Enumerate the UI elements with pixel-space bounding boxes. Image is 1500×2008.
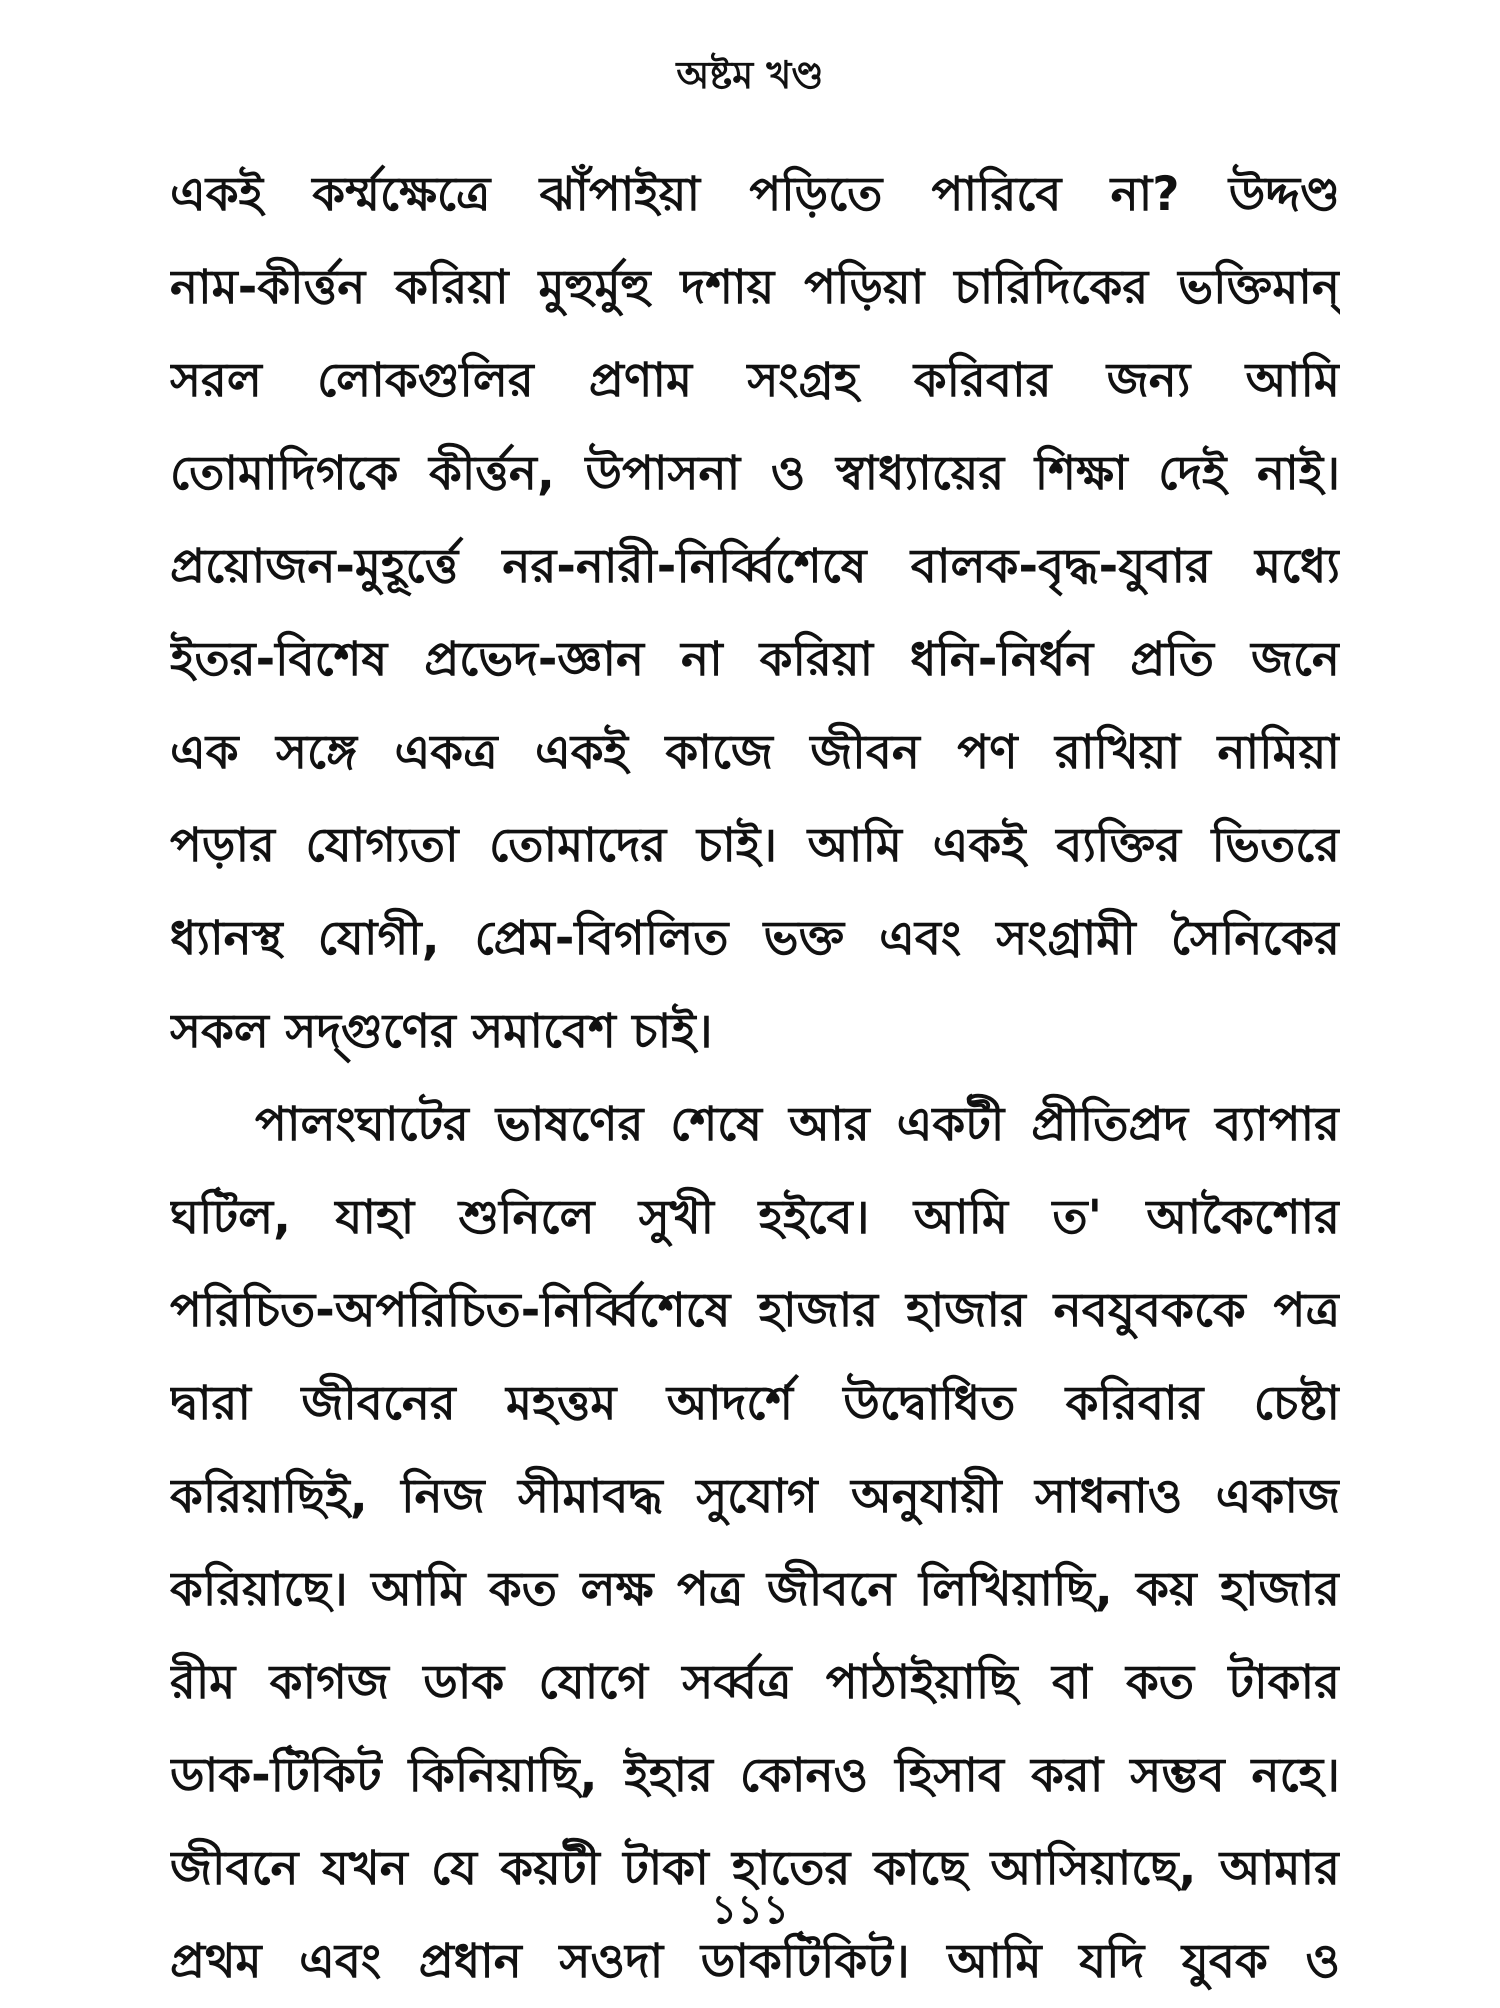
text-line: ঘটিল, যাহা শুনিলে সুখী হইবে। আমি ত' আকৈশোর — [170, 1190, 1340, 1245]
text-line: এক সঙ্গে একত্র একই কাজে জীবন পণ রাখিয়া নামিয়া — [170, 725, 1340, 780]
text-line: সকল সদ্‌গুণের সমাবেশ চাই। — [170, 1004, 713, 1059]
text-line: ধ্যানস্থ যোগী, প্রেম-বিগলিত ভক্ত এবং সংগ্রামী সৈনিকের — [170, 911, 1340, 966]
text-line: পরিচিত-অপরিচিত-নির্ব্বিশেষে হাজার হাজার নবযুবককে পত্র — [170, 1283, 1340, 1338]
text-line: প্রয়োজন-মুহূর্ত্তে নর-নারী-নির্ব্বিশেষে বালক-বৃদ্ধ-যুবার মধ্যে — [170, 539, 1340, 594]
text-line: তোমাদিগকে কীর্ত্তন, উপাসনা ও স্বাধ্যায়ের শিক্ষা দেই নাই। — [170, 446, 1340, 501]
text-line: রীম কাগজ ডাক যোগে সর্ব্বত্র পাঠাইয়াছি বা কত টাকার — [170, 1655, 1340, 1710]
text-line: সরল লোকগুলির প্রণাম সংগ্রহ করিবার জন্য আমি — [170, 353, 1340, 408]
text-line: করিয়াছিই, নিজ সীমাবদ্ধ সুযোগ অনুযায়ী সাধনাও একাজ — [170, 1469, 1340, 1524]
text-line: ইতর-বিশেষ প্রভেদ-জ্ঞান না করিয়া ধনি-নির্ধন প্রতি জনে — [170, 632, 1340, 687]
body-text — [170, 148, 1340, 2008]
text-line: ডাক-টিকিট কিনিয়াছি, ইহার কোনও হিসাব করা সম্ভব নহে। — [170, 1748, 1340, 1803]
text-line: নাম-কীর্ত্তন করিয়া মুহুর্মুহু দশায় পড়িয়া চারিদিকের ভক্তিমান্‌ — [170, 260, 1340, 315]
text-line: পড়ার যোগ্যতা তোমাদের চাই। আমি একই ব্যক্তির ভিতরে — [170, 818, 1340, 873]
page-number: ১১১ — [711, 1887, 789, 1933]
text-line: করিয়াছে। আমি কত লক্ষ পত্র জীবনে লিখিয়াছি, কয় হাজার — [170, 1562, 1340, 1617]
running-head: অষ্টম খণ্ড — [676, 53, 824, 97]
text-line: জীবনে যখন যে কয়টী টাকা হাতের কাছে আসিয়াছে, আমার — [170, 1841, 1340, 1896]
text-line: পালংঘাটের ভাষণের শেষে আর একটী প্রীতিপ্রদ ব্যাপার — [255, 1097, 1340, 1152]
text-line: প্রথম এবং প্রধান সওদা ডাকটিকিট। আমি যদি যুবক ও — [170, 1934, 1340, 1989]
text-line: একই কর্ম্মক্ষেত্রে ঝাঁপাইয়া পড়িতে পারিবে না? উদ্দণ্ড — [170, 167, 1340, 222]
text-line: দ্বারা জীবনের মহত্তম আদর্শে উদ্বোধিত করিবার চেষ্টা — [170, 1376, 1340, 1431]
